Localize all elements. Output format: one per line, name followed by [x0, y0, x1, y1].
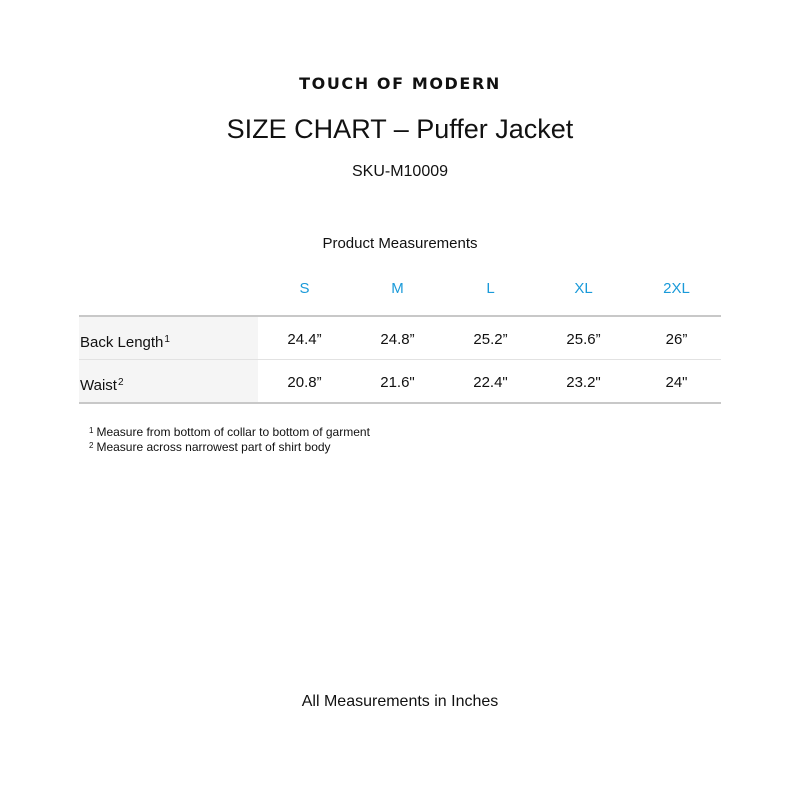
size-table: [79, 315, 721, 404]
table-row: [79, 317, 721, 359]
table-cell: 24.4”: [287, 331, 322, 348]
table-cell: 23.2": [566, 374, 601, 391]
table-cell: 26”: [665, 331, 688, 348]
size-header-l: L: [486, 280, 495, 297]
footnote-marker: 2: [89, 441, 94, 450]
table-cell: 21.6": [380, 374, 415, 391]
footnote-item: [89, 439, 370, 454]
table-cell: 24": [665, 374, 688, 391]
sku-label: SKU-M10009: [351, 163, 449, 180]
row-label-waist: [79, 360, 258, 402]
units-note: All Measurements in Inches: [301, 693, 499, 710]
table-cell: 24.8”: [380, 331, 415, 348]
size-header-row: [258, 280, 721, 300]
table-cell: 25.6”: [566, 331, 601, 348]
row-label-text: Back Length: [80, 334, 164, 351]
size-header-2xl: 2XL: [663, 280, 690, 297]
table-cell: 25.2”: [473, 331, 508, 348]
size-header-m: M: [391, 280, 404, 297]
footnote-marker: 1: [164, 334, 170, 345]
footnote-text: Measure across narrowest part of shirt body: [96, 440, 331, 454]
size-header-xl: XL: [574, 280, 593, 297]
size-header-s: S: [299, 280, 310, 297]
table-row: [79, 359, 721, 402]
table-cell: 22.4": [473, 374, 508, 391]
footnote-text: Measure from bottom of collar to bottom of garment: [96, 425, 370, 439]
brand-logo: TOUCH OF MODERN: [299, 74, 501, 93]
footnote-item: [89, 424, 370, 439]
table-cell: 20.8”: [287, 374, 322, 391]
row-label-back-length: [79, 317, 258, 359]
footnotes: [89, 424, 370, 454]
footnote-marker: 2: [117, 377, 124, 388]
page-title: SIZE CHART – Puffer Jacket: [226, 114, 574, 144]
table-caption: Product Measurements: [322, 235, 478, 252]
row-label-text: Waist: [80, 377, 117, 394]
footnote-marker: 1: [89, 426, 94, 435]
